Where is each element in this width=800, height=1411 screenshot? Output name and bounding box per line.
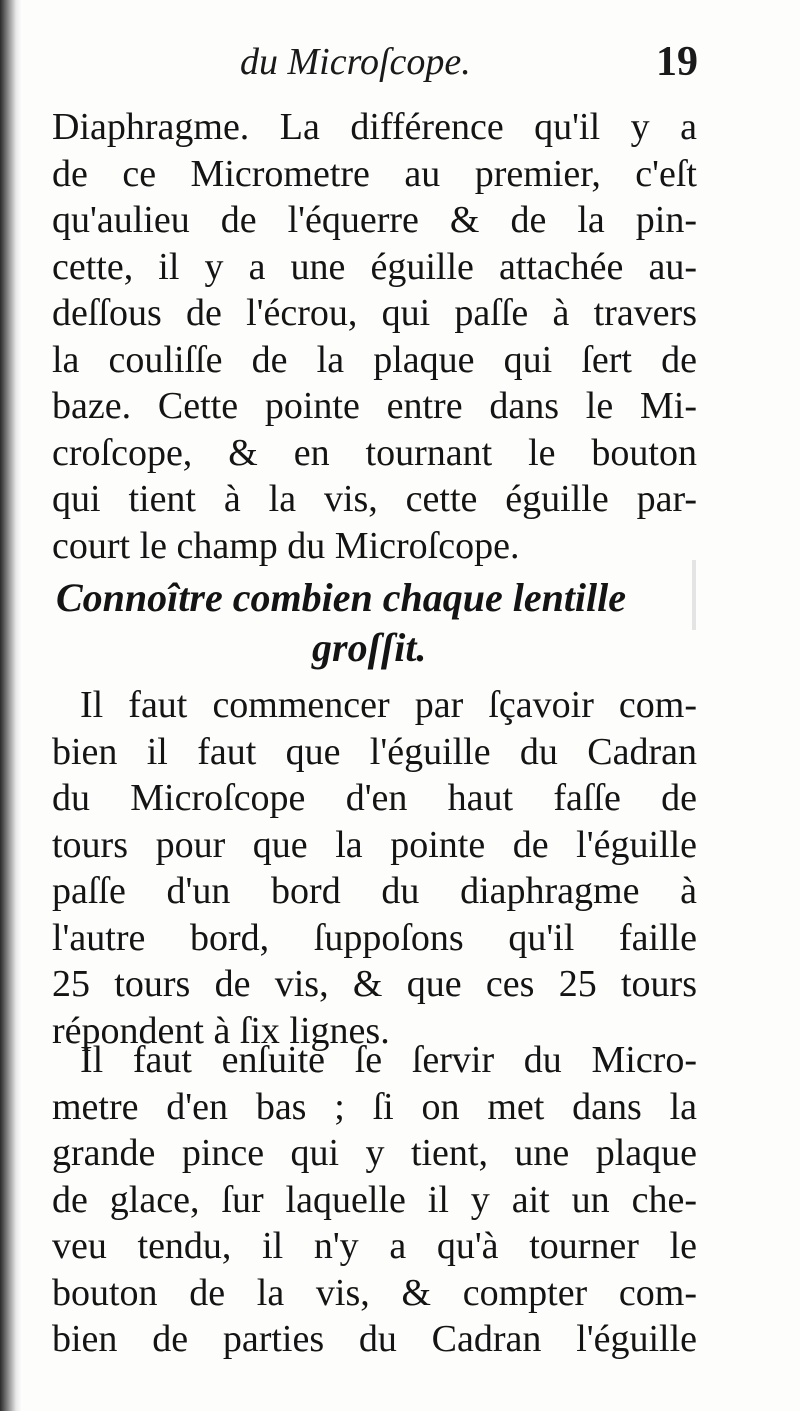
text-line: de ce Micrometre au premier, c'eſt: [52, 152, 697, 195]
text-line: de glace, ſur laquelle il y ait un che-: [52, 1178, 697, 1221]
text-line: croſcope, & en tournant le bouton: [52, 431, 697, 474]
text-line: bien il faut que l'éguille du Cadran: [52, 730, 697, 773]
page-header: [222, 40, 702, 90]
page-sheet: [22, 0, 800, 1411]
text-line: bien de parties du Cadran l'éguille: [52, 1318, 697, 1360]
text-line: 25 tours de vis, & que ces 25 tours: [52, 963, 697, 1005]
text-line: baze. Cette pointe entre dans le Mi-: [52, 385, 697, 427]
text-line: tours pour que la pointe de l'éguille: [52, 823, 697, 866]
text-line: du Microſcope d'en haut faſſe de: [52, 777, 697, 819]
section-heading-line: Connoître combien chaque lentille: [56, 575, 627, 620]
text-line: deſſous de l'écrou, qui paſſe à travers: [52, 292, 697, 334]
book-gutter-shadow: [0, 0, 22, 1411]
text-line: qui tient à la vis, cette éguille par-: [52, 478, 697, 520]
text-line: l'autre bord, ſuppoſons qu'il faille: [52, 916, 697, 959]
text-line: Il faut enſuite ſe ſervir du Micro-: [80, 1039, 697, 1081]
text-line: Diaphragme. La différence qu'il y a: [52, 106, 697, 148]
text-line: grande pince qui y tient, une plaque: [52, 1132, 697, 1174]
text-line: Il faut commencer par ſçavoir com-: [80, 684, 697, 726]
text-line: veu tendu, il n'y a qu'à tourner le: [52, 1225, 697, 1267]
paragraph: [52, 682, 697, 1054]
text-line: bouton de la vis, & compter com-: [52, 1271, 697, 1314]
text-line: qu'aulieu de l'équerre & de la pin-: [52, 199, 697, 241]
text-line: la couliſſe de la plaque qui ſert de: [52, 338, 697, 381]
text-line: cette, il y a une éguille attachée au-: [52, 245, 697, 288]
text-line: répondent à ſix lignes.: [52, 1009, 390, 1052]
section-heading: [52, 573, 697, 673]
paragraph: [52, 1037, 697, 1363]
text-line: court le champ du Microſcope.: [52, 524, 520, 567]
section-heading-line: groſſit.: [312, 625, 427, 670]
text-line: paſſe d'un bord du diaphragme à: [52, 870, 697, 912]
paragraph-continuation: [52, 104, 697, 569]
running-head: du Microſcope.: [240, 41, 471, 83]
page-number: 19: [656, 39, 698, 85]
text-line: metre d'en bas ; ſi on met dans la: [52, 1085, 697, 1128]
